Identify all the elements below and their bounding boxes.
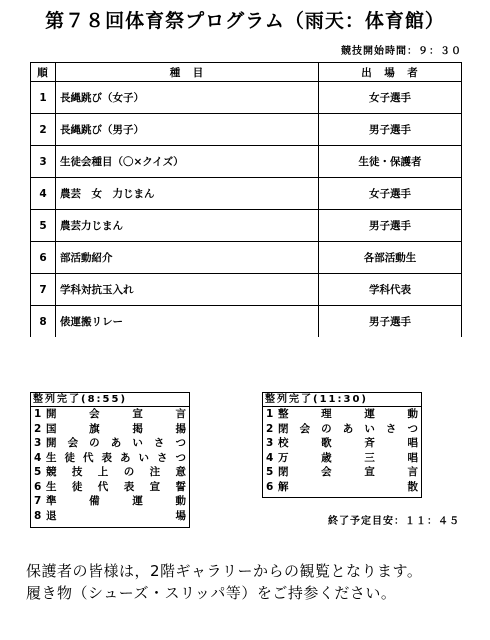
row-event: 長縄跳び（男子） <box>56 114 319 146</box>
item-no: 7 <box>34 495 42 507</box>
item-no: 6 <box>266 480 274 493</box>
item-no: 8 <box>34 509 42 522</box>
list-item <box>31 465 189 480</box>
row-participants: 生徒・保護者 <box>319 146 462 178</box>
item-no: 5 <box>266 466 274 478</box>
end-time: 終了予定目安：１１：４５ <box>328 516 460 527</box>
item-no: 3 <box>34 437 42 449</box>
row-participants: 男子選手 <box>319 210 462 242</box>
header-no: 順 <box>31 63 56 82</box>
row-event: 農芸 女 力じまん <box>56 178 319 210</box>
start-time: 競技開始時間：９：３０ <box>341 46 462 57</box>
notice <box>26 560 422 604</box>
item-text: 退場 <box>46 509 186 522</box>
row-event: 農芸力じまん <box>56 210 319 242</box>
table-row <box>31 274 462 306</box>
row-no: 8 <box>31 306 56 338</box>
opening-header: 整列完了(8:55) <box>31 393 189 407</box>
row-no: 4 <box>31 178 56 210</box>
list-item <box>31 480 189 495</box>
row-event: 長縄跳び（女子） <box>56 82 319 114</box>
row-event: 生徒会種目（〇×クイズ） <box>56 146 319 178</box>
row-no: 7 <box>31 274 56 306</box>
item-text: 生徒代表あいさつ <box>46 451 186 464</box>
row-participants: 女子選手 <box>319 178 462 210</box>
item-no: 4 <box>266 451 274 464</box>
row-participants: 女子選手 <box>319 82 462 114</box>
notice-line: 履き物（シューズ・スリッパ等）をご持参ください。 <box>26 584 397 602</box>
item-text: 校歌斉唱 <box>278 437 418 449</box>
row-no: 5 <box>31 210 56 242</box>
list-item <box>263 480 421 495</box>
list-item <box>31 407 189 422</box>
row-participants: 男子選手 <box>319 114 462 146</box>
item-text: 開会宣言 <box>46 408 186 420</box>
list-item <box>31 509 189 524</box>
item-text: 解散 <box>278 480 418 493</box>
table-row <box>31 82 462 114</box>
item-text: 閉会のあいさつ <box>278 422 418 435</box>
row-participants: 各部活動生 <box>319 242 462 274</box>
item-no: 2 <box>34 422 42 435</box>
list-item <box>31 494 189 509</box>
item-no: 2 <box>266 422 274 435</box>
row-no: 3 <box>31 146 56 178</box>
row-participants: 男子選手 <box>319 306 462 338</box>
header-event: 種 目 <box>56 63 319 82</box>
row-no: 2 <box>31 114 56 146</box>
list-item <box>263 436 421 451</box>
item-text: 万歳三唱 <box>278 451 418 464</box>
notice-line: 保護者の皆様は，2階ギャラリーからの観覧となります。 <box>26 562 423 580</box>
item-text: 競技上の注意 <box>46 466 186 478</box>
row-event: 部活動紹介 <box>56 242 319 274</box>
closing-header: 整列完了(11:30) <box>263 393 421 407</box>
table-row <box>31 242 462 274</box>
list-item <box>263 407 421 422</box>
item-text: 国旗掲揚 <box>46 422 186 435</box>
page-title: 第７８回体育祭プログラム（雨天：体育館） <box>45 10 445 32</box>
item-no: 1 <box>34 408 42 420</box>
row-event: 学科対抗玉入れ <box>56 274 319 306</box>
item-text: 生徒代表宣誓 <box>46 480 186 493</box>
item-no: 6 <box>34 480 42 493</box>
item-no: 3 <box>266 437 274 449</box>
item-no: 1 <box>266 408 274 420</box>
list-item <box>263 451 421 466</box>
row-no: 1 <box>31 82 56 114</box>
table-row <box>31 114 462 146</box>
list-item <box>31 436 189 451</box>
item-no: 5 <box>34 466 42 478</box>
item-text: 準備運動 <box>46 495 186 507</box>
header-participants: 出 場 者 <box>319 63 462 82</box>
row-no: 6 <box>31 242 56 274</box>
table-row <box>31 178 462 210</box>
table-row <box>31 306 462 338</box>
closing-ceremony-box <box>262 392 422 498</box>
row-event: 俵運搬リレー <box>56 306 319 338</box>
list-item <box>263 465 421 480</box>
table-row <box>31 210 462 242</box>
item-text: 閉会宣言 <box>278 466 418 478</box>
item-text: 整理運動 <box>278 408 418 420</box>
list-item <box>31 451 189 466</box>
row-participants: 学科代表 <box>319 274 462 306</box>
program-table <box>30 62 462 337</box>
list-item <box>31 422 189 437</box>
table-header-row <box>31 63 462 82</box>
list-item <box>263 422 421 437</box>
table-row <box>31 146 462 178</box>
item-no: 4 <box>34 451 42 464</box>
item-text: 開会のあいさつ <box>46 437 186 449</box>
opening-ceremony-box <box>30 392 190 528</box>
